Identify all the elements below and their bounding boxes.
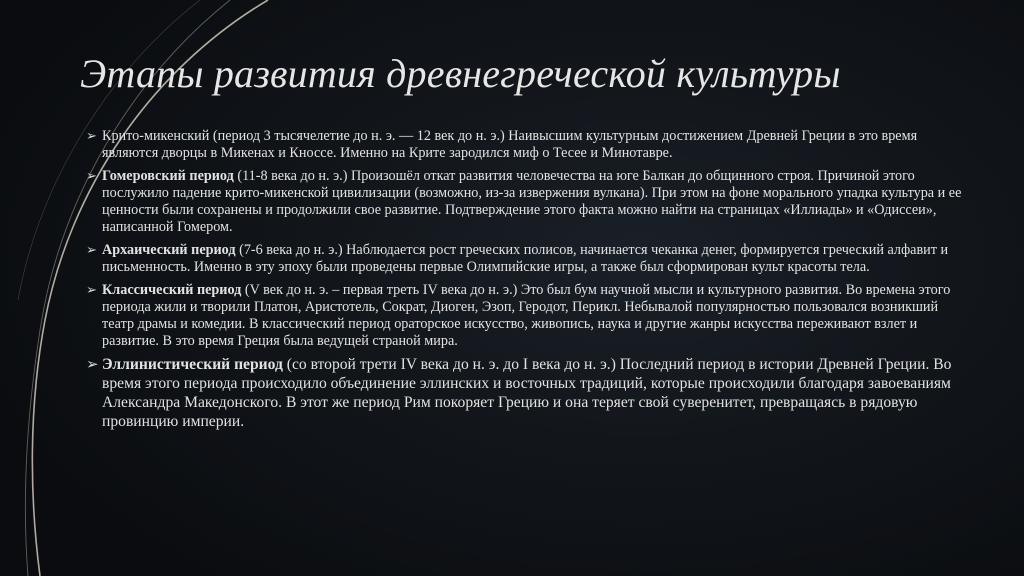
item-text: Крито-микенский (период 3 тысячелетие до н. э. — 12 век до н. э.) Наивысшим культурным достижением Древней Греции в это время являются дворцы в Микенах и Кноссе. Именно на Крите зародился миф о Тесее и Минотавре. (102, 128, 918, 162)
period-term: Эллинистический период (102, 356, 283, 374)
item-text: (V век до н. э. – первая треть IV века до н. э.) Это был бум научной мысли и культурного развития. Во времена этого периода жили и творили Платон, Аристотель, Сократ, Диоген, Эзоп, Геродот, Перикл. Небывалой популярностью пользовался возникший театр драмы и комедии. В классический период ораторское искусство, живопись, наука и другие жанры искусства переживают взлет и развитие. В это время Греция была ведущей страной мира. (102, 282, 951, 350)
arrow-bullet-icon: ➢ (86, 128, 97, 143)
list-item (86, 356, 966, 431)
item-text: (11-8 века до н. э.) Произошёл откат развития человечества на юге Балкан до общинного строя. Причиной этого послужило падение крито-микенской цивилизации (возможно, из-за извержения вулкана). При этом на фоне морального упадка культура и ее ценности были сохранены и продолжили свое развитие. Подтверждение этого факта можно найти на страницах «Иллиады» и «Одиссеи», написанной Гомером. (102, 168, 962, 236)
period-term: Архаический период (102, 242, 236, 259)
list-item (86, 128, 966, 162)
arrow-bullet-icon: ➢ (86, 282, 97, 298)
arrow-bullet-icon: ➢ (86, 242, 97, 258)
slide-title: Этапы развития древнегреческой культуры (80, 51, 841, 96)
period-term: Классический период (102, 282, 242, 299)
item-text: (7-6 века до н. э.) Наблюдается рост греческих полисов, начинается чеканка денег, формируется греческий алфавит и письменность. Именно в эту эпоху были проведены первые Олимпийские игры, а также был сформирован культ красоты тела. (102, 242, 949, 276)
list-item (86, 168, 966, 236)
list-item (86, 242, 966, 276)
content-list (86, 128, 966, 438)
item-text: (со второй трети IV века до н. э. до I века до н. э.) Последний период в истории Древней Греции. Во время этого периода происходило объединение эллинских и восточных традиций, которые происходили благодаря завоеваниям Александра Македонского. В этот же период Рим покоряет Грецию и она теряет свой суверенитет, превращаясь в рядовую провинцию империи. (102, 356, 952, 430)
period-term: Гомеровский период (102, 168, 234, 185)
list-item (86, 282, 966, 350)
arrow-bullet-icon: ➢ (86, 357, 99, 374)
arrow-bullet-icon: ➢ (86, 168, 97, 184)
